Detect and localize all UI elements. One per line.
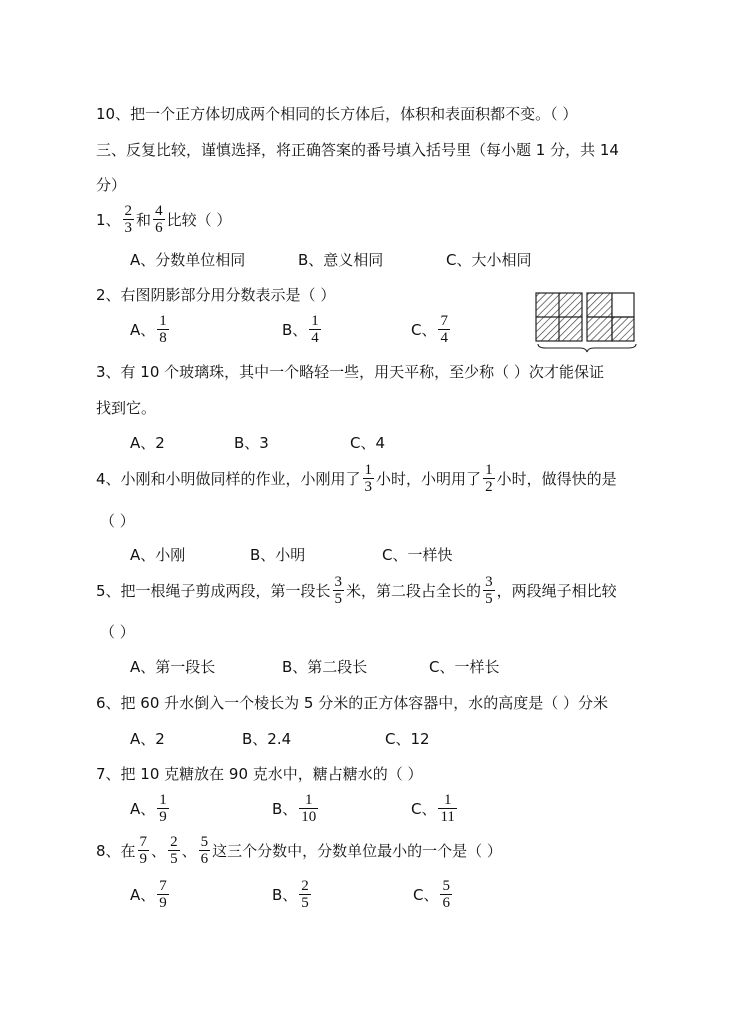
option-label: C、	[411, 321, 437, 339]
q7-option-b[interactable]	[272, 792, 320, 825]
q5-answer-bracket: （ ）	[100, 623, 135, 641]
q4-option-a[interactable]: A、小刚	[130, 546, 186, 564]
question-5	[96, 574, 617, 607]
q1-suffix: 比较（ ）	[166, 210, 232, 229]
q4-part1: 4、小刚和小明做同样的作业，小刚用了	[96, 469, 361, 488]
option-label: B、	[282, 321, 308, 339]
q4-part3: 小时，做得快的是	[496, 469, 617, 488]
option-label: B、	[272, 800, 298, 818]
q2-option-b[interactable]	[282, 313, 323, 346]
q8-sep: 、	[181, 841, 197, 860]
question-4	[96, 462, 617, 495]
q8-option-c-fraction: $\frac{5}{6}$	[442, 878, 450, 911]
question-2: 2、右图阴影部分用分数表示是（ ）	[96, 286, 336, 304]
shaded-rectangles-figure	[534, 291, 640, 357]
q4-fraction-1: $\frac{1}{3}$	[364, 462, 373, 495]
q3-option-b[interactable]: B、3	[234, 434, 269, 452]
option-label: A、	[130, 886, 156, 904]
q1-fraction-2: $\frac{4}{6}$	[155, 203, 163, 236]
q7-option-b-fraction: $\frac{1}{10}$	[301, 792, 317, 825]
q5-option-b[interactable]: B、第二段长	[282, 658, 368, 676]
q1-option-b[interactable]: B、意义相同	[298, 251, 384, 269]
q7-option-c-fraction: $\frac{1}{11}$	[440, 792, 455, 825]
q6-option-c[interactable]: C、12	[385, 730, 430, 748]
q2-option-a-fraction: $\frac{1}{8}$	[159, 313, 167, 346]
q8-option-a[interactable]	[130, 878, 171, 911]
q5-fraction-2: $\frac{3}{5}$	[485, 574, 493, 607]
q5-part3: ，两段绳子相比较	[496, 581, 617, 600]
option-label: C、	[411, 800, 437, 818]
q7-option-a-fraction: $\frac{1}{9}$	[159, 792, 167, 825]
q3-option-c[interactable]: C、4	[350, 434, 386, 452]
q5-part2: 米，第二段占全长的	[346, 581, 482, 600]
question-7: 7、把 10 克糖放在 90 克水中，糖占糖水的（ ）	[96, 765, 423, 783]
q1-mid: 和	[136, 210, 152, 229]
option-label: A、	[130, 321, 156, 339]
q4-answer-bracket: （ ）	[100, 512, 135, 530]
q5-part1: 5、把一根绳子剪成两段，第一段长	[96, 581, 331, 600]
q1-prefix: 1、	[96, 210, 121, 229]
question-3: 3、有 10 个玻璃珠，其中一个略轻一些，用天平称，至少称（ ）次才能保证	[96, 363, 604, 381]
q4-part2: 小时，小明用了	[376, 469, 482, 488]
q2-option-c[interactable]	[411, 313, 452, 346]
q8-option-b-fraction: $\frac{2}{5}$	[301, 878, 309, 911]
q4-option-c[interactable]: C、一样快	[382, 546, 453, 564]
option-label: A、	[130, 800, 156, 818]
q3-option-a[interactable]: A、2	[130, 434, 165, 452]
q7-option-c[interactable]	[411, 792, 459, 825]
q8-fraction-2: $\frac{2}{5}$	[170, 834, 178, 867]
brace	[538, 344, 636, 352]
q5-option-a[interactable]: A、第一段长	[130, 658, 216, 676]
question-1	[96, 203, 231, 236]
q2-option-c-fraction: $\frac{7}{4}$	[440, 313, 448, 346]
q5-option-c[interactable]: C、一样长	[429, 658, 500, 676]
section-3-title: 三、反复比较，谨慎选择，将正确答案的番号填入括号里（每小题 1 分，共 14	[96, 141, 619, 159]
q7-option-a[interactable]	[130, 792, 171, 825]
question-6: 6、把 60 升水倒入一个棱长为 5 分米的正方体容器中，水的高度是（ ）分米	[96, 694, 609, 712]
q8-option-b[interactable]	[272, 878, 313, 911]
q8-suffix: 这三个分数中，分数单位最小的一个是（ ）	[212, 841, 502, 860]
q2-option-b-fraction: $\frac{1}{4}$	[311, 313, 319, 346]
question-8	[96, 834, 502, 867]
q6-option-b[interactable]: B、2.4	[242, 730, 292, 748]
q1-fraction-1: $\frac{2}{3}$	[124, 203, 133, 236]
q4-fraction-2: $\frac{1}{2}$	[485, 462, 493, 495]
q1-option-a[interactable]: A、分数单位相同	[130, 251, 246, 269]
q8-fraction-3: $\frac{5}{6}$	[200, 834, 209, 867]
question-3-cont: 找到它。	[96, 399, 157, 417]
q5-fraction-1: $\frac{3}{5}$	[334, 574, 343, 607]
q4-option-b[interactable]: B、小明	[250, 546, 306, 564]
q1-option-c[interactable]: C、大小相同	[446, 251, 532, 269]
shaded-figure-svg	[534, 291, 640, 353]
q8-prefix: 8、在	[96, 841, 136, 860]
q6-option-a[interactable]: A、2	[130, 730, 165, 748]
q8-sep: 、	[151, 841, 167, 860]
q8-option-a-fraction: $\frac{7}{9}$	[159, 878, 167, 911]
option-label: C、	[413, 886, 439, 904]
option-label: B、	[272, 886, 298, 904]
q8-fraction-1: $\frac{7}{9}$	[139, 834, 148, 867]
question-10: 10、把一个正方体切成两个相同的长方体后，体积和表面积都不变。（ ）	[96, 105, 578, 123]
q2-option-a[interactable]	[130, 313, 171, 346]
section-3-title-cont: 分）	[96, 176, 127, 194]
q8-option-c[interactable]	[413, 878, 454, 911]
